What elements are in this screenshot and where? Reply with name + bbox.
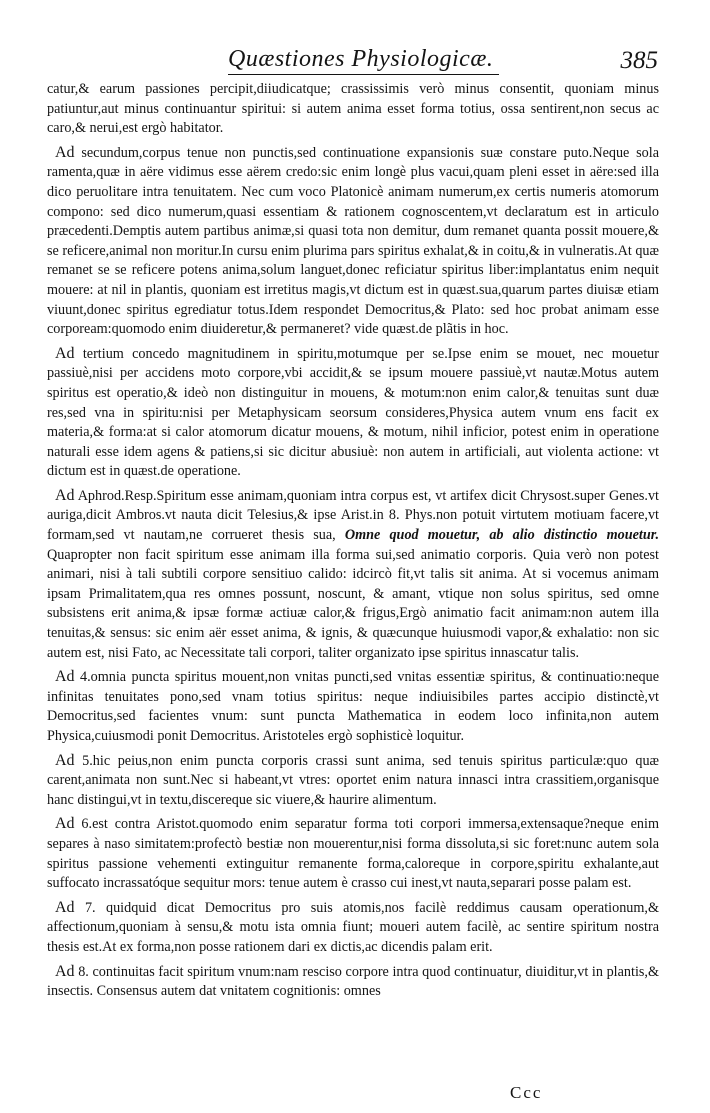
paragraph-text-tail: Quapropter non facit spiritum esse animam illa forma sui,sed animatio corporis. Quia verò non potest animari, nisi à tali subtili corpore sensitiuo calido: idcircò fit,vt talis sit anima. At si vocemus animam ipsam Primalitatem,qua res omnes possunt, noscunt, & amant, vtique non solus spiritus, sed omne subsistens erit anima,& ipsæ formæ actiuæ calor,& frigus,Ergò animatio facit animam:non autem illa tenuitas,& sensus: sic enim aër esset anima, & ignis, & quæcunque huiusmodi vapor,& exhalatio: non sic autem est, nisi Fato, ac Necessitate tali corpori, taliter organizato ipse spiritus innascatur talis. [47, 546, 659, 661]
running-head [0, 44, 710, 78]
paragraph-ad-aphrod [47, 486, 659, 663]
paragraph-ad-7 [47, 898, 659, 958]
page-number: 385 [620, 47, 658, 74]
paragraph-ad-tertium [47, 344, 659, 482]
paragraph-lead: Ad [55, 815, 75, 833]
paragraph-text: 6.est contra Aristot.quomodo enim separatur forma toti corpori immersa,extensaque?neque enim separes à naso simitatem:profectò bestiæ non mouerentur,nisi forma dissoluta,si sic foret:nunc autem sola spiritus passione vehementi extinguitur remanente forma,caloreque in corpore,spiritu exhalante,aut suffocato incrassatóque sequitur mors: tenue autem è crasso cui inest,vt nauta,separari posse palam est. [47, 816, 659, 892]
paragraph-lead: Ad [55, 898, 75, 916]
paragraph-lead: Ad [55, 668, 75, 686]
italic-quotation: Omne quod mouetur, ab alio distinctio mouetur. [344, 527, 660, 544]
paragraph-lead: Ad [55, 143, 75, 161]
paragraph-text: 8. continuitas facit spiritum vnum:nam resciso corpore intra quod continuatur, diuiditur,vt in plantis,& insectis. Consensus autem dat vnitatem cognitionis: omnes [47, 963, 659, 1000]
paragraph-text: 5.hic peius,non enim puncta corporis crassi sunt anima, sed tenuis spiritus particulæ:quo quæ carent,animata non sunt.Nec si habeant,vt vtres: oportet enim natura innasci intra crassitiem,organisque hanc distingui,vt in textu,discereque sic viuere,& haurire alimentum. [47, 752, 659, 808]
running-title: Quæstiones Physiologicæ. [228, 44, 499, 75]
paragraph-lead: Ad [55, 344, 75, 362]
paragraph-lead: Ad [55, 962, 75, 980]
paragraph-ad-secundum [47, 143, 659, 340]
paragraph-ad-5 [47, 751, 659, 811]
paragraph-text: catur,& earum passiones percipit,diiudicatque; crassissimis verò minus consentit, quoniam minus patiuntur,aut minus continuantur spiritui: si autem anima esset forma totius, ossa sentirent,non secus ac caro,& nerui,est ergò habitator. [47, 81, 659, 137]
paragraph-continuation [47, 80, 659, 139]
signature-mark: Ccc [510, 1083, 543, 1102]
paragraph-ad-6 [47, 814, 659, 893]
paragraph-lead: Ad [55, 751, 75, 769]
body-text [47, 80, 659, 1006]
paragraph-text: 7. quidquid dicat Democritus pro suis atomis,nos facilè reddimus causam operationum,& affectionum,quoniam à sensu,& motu ista omnia fiunt; moueri autem facilè, ac sentire spiritum nostra thesis est.At ex forma,non posse rationem dari ex dictis,ac dicendis palam erit. [47, 899, 659, 955]
paragraph-text: secundum,corpus tenue non punctis,sed continuatione expansionis suæ constare puto.Neque sola ramenta,quæ in aëre vidimus esse aërem credo:sic enim longè plus vacui,quam pleni esset in aëre:sed illa dico peruolitare intra tenuitatem. Nec cum voco Platonicè animam numerum,ex certis numeris atomorum compono: sed dico numerum,quasi essentiam & rationem cognoscentem,vt declaratum est in articulo præcedenti.Demptis autem partibus animæ,si quasi tota non demitur, dum remanet quanta possit mouere,& se reficere,animal non moritur.In cursu enim plurima pars spiritus exhalat,& in coitu,& in vulneratis.At quæ remanet se se reficere potens anima,solum languet,donec reficiatur spiritus liber:implantatus enim nequit mouere: at nil in plantis, quoniam est irretitus magis,vt dictum est in quæst.sua,quarum partes diuisæ etiam viuunt,donec spiritus egrediatur totus.Idem respondet Democritus,& Plato: sed hoc probat animam esse corpoream:quomodo enim diuideretur,& permaneret? vide quæst.de plãtis in hoc. [47, 144, 659, 338]
paragraph-ad-8 [47, 962, 659, 1002]
paragraph-ad-4 [47, 667, 659, 746]
paragraph-text: tertium concedo magnitudinem in spiritu,motumque per se.Ipse enim se mouet, nec mouetur passiuè,nisi per accidens moto corpore,vbi accidit,& se ipsum mouere passiuè,vt nautæ.Motus autem spiritus est operatio,& ideò non distinguitur in mouens, & motum:non enim calor,& tenuitas sunt duæ res,sed vna in spiritu:nisi per Metaphysicam seorsum consideres,Physica autem vnum ens facit ex materia,& forma:at si calor atomorum dicatur mouens, & motum, nihil inficior, potest enim in operatione naturali esse idem agens & patiens,si sic dicitur abusiuè: non autem in artificiali, aut violenta actione: vt dictum est in quæst.de operatione. [47, 345, 659, 480]
paragraph-lead: Ad [55, 486, 75, 504]
paragraph-text: Aphrod.Resp.Spiritum esse animam,quoniam intra corpus est, vt artifex dicit Chrysost.super Genes.vt auriga,dicit Ambros.vt nauta dicit Telesius,& ipse Arist.in 8. Phys.non potuit virtutem motiuam facere,vt formam,sed vt nautam,ne corrueret thesis sua, [47, 487, 659, 544]
paragraph-text: 4.omnia puncta spiritus mouent,non vnitas puncti,sed vnitas essentiæ spiritus, & continuatio:neque infinitas tenuitates pono,sed vnam totius spiritus: neque indiuisibiles partes accipio distinctè,vt Democritus,sed facientes vnum: sunt puncta Mathematica in eodem loco infinita,non autem Physica,cuiusmodi ponit Democritus. Aristoteles ergò sophisticè loquitur. [47, 669, 659, 744]
